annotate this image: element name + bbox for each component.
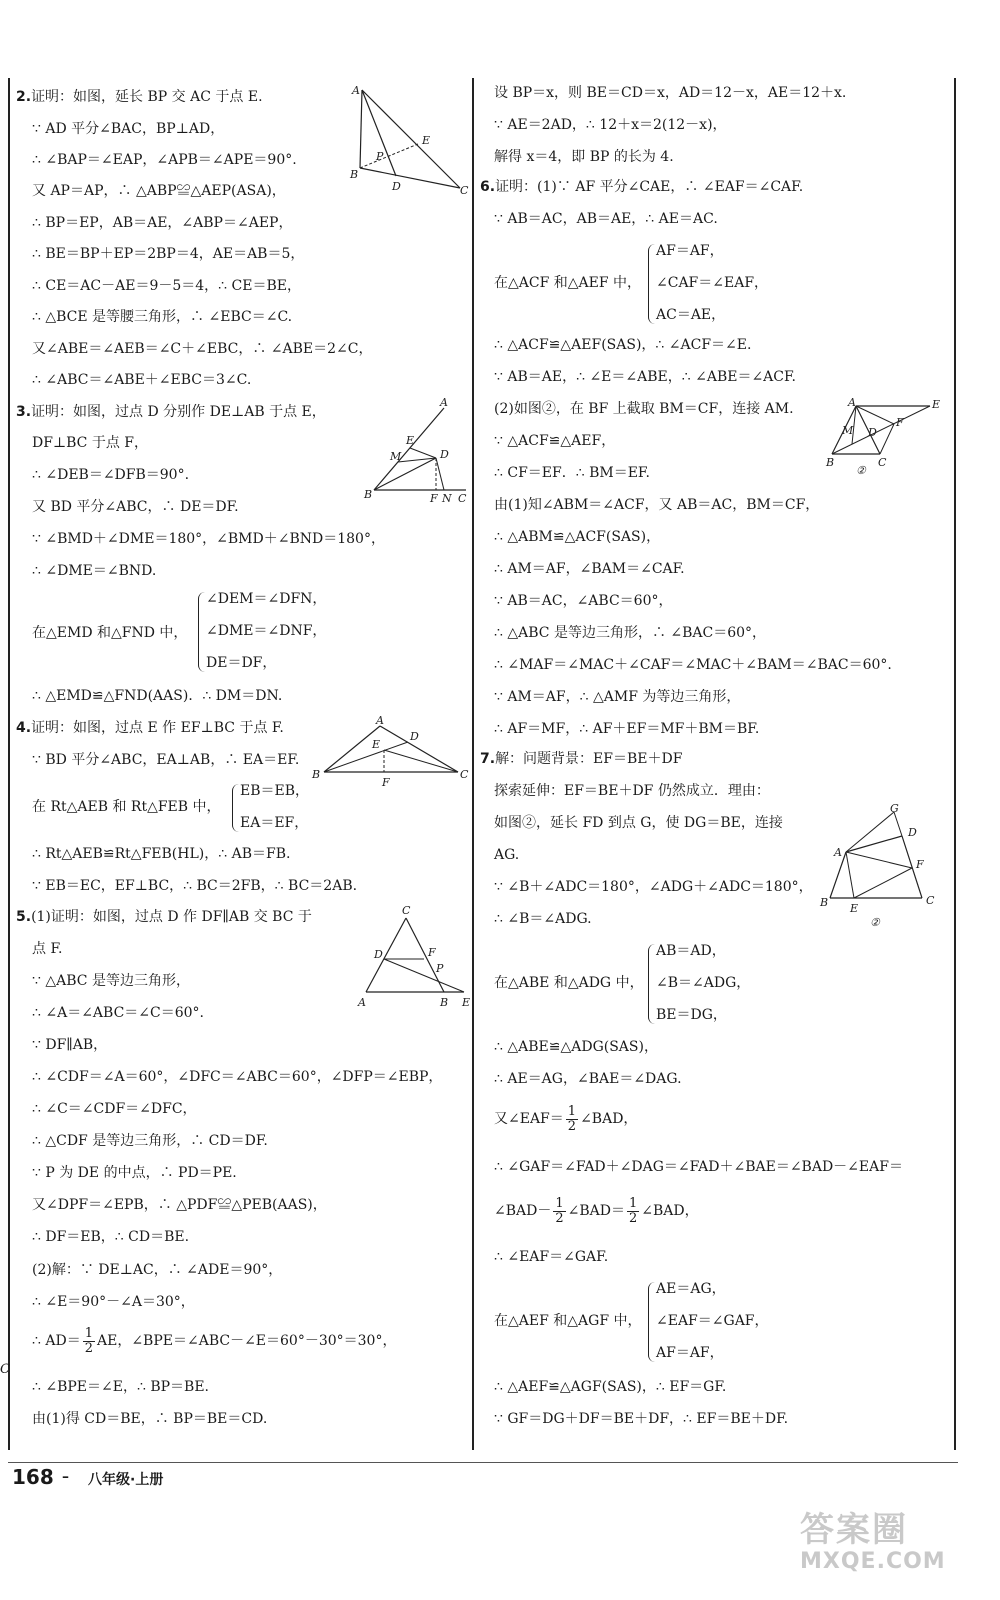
system-line: AF＝AF， bbox=[656, 1345, 724, 1361]
text-line: 在△ABE 和△ADG 中， bbox=[494, 975, 644, 991]
text-line: ∴ ∠DME＝∠BND. bbox=[32, 563, 157, 579]
text-line: ∵ EB＝EC，EF⊥BC，∴ BC＝2FB，∴ BC＝2AB. bbox=[32, 878, 358, 894]
figure-tag: ② bbox=[870, 916, 880, 929]
text-line: (1)证明：如图，过点 D 作 DF∥AB 交 BC 于 bbox=[31, 909, 312, 925]
denominator: 2 bbox=[567, 1118, 577, 1134]
question-number: 7. bbox=[480, 751, 496, 767]
text-line: 在 Rt△AEB 和 Rt△FEB 中， bbox=[32, 799, 221, 815]
text-line: 设 BP＝x，则 BE＝CD＝x，AD＝12－x，AE＝12＋x. bbox=[494, 85, 847, 101]
text-line: ∴ ∠B＝∠ADG. bbox=[494, 911, 592, 927]
text-line: ∴ △ABE≌△ADG(SAS)， bbox=[494, 1039, 658, 1055]
text-line: 由(1)得 CD＝BE，∴ BP＝BE＝CD. bbox=[32, 1411, 268, 1427]
label-D: D bbox=[440, 448, 449, 461]
text-line: ∵ AB＝AE，∴ ∠E＝∠ABE，∴ ∠ABE＝∠ACF. bbox=[494, 369, 796, 385]
text-line: ∵ ∠BMD＋∠DME＝180°，∠BMD＋∠BND＝180°， bbox=[32, 531, 385, 547]
text-line: ∵ GF＝DG＋DF＝BE＋DF，∴ EF＝BE＋DF. bbox=[494, 1411, 789, 1427]
text-line: ∴ ∠C＝∠CDF＝∠DFC， bbox=[32, 1101, 197, 1117]
text-line: (2)解：∵ DE⊥AC，∴ ∠ADE＝90°， bbox=[32, 1262, 283, 1278]
denominator: 2 bbox=[84, 1340, 93, 1356]
problem-7-header bbox=[480, 750, 682, 768]
text-segment: 又∠EAF＝ bbox=[494, 1111, 564, 1127]
text-line: ∵ AB＝AC，AB＝AE，∴ AE＝AC. bbox=[494, 211, 718, 227]
brace-system bbox=[648, 942, 808, 1024]
text-line: ∵ AE＝2AD，∴ 12＋x＝2(12－x)， bbox=[494, 117, 727, 133]
watermark-url: MXQE.COM bbox=[800, 1549, 946, 1574]
label-F: F bbox=[896, 416, 904, 429]
problem-2-header bbox=[16, 88, 263, 106]
text-line-fraction bbox=[494, 1196, 699, 1226]
text-line: ∵ BD 平分∠ABC，EA⊥AB，∴ EA＝EF. bbox=[32, 752, 300, 768]
label-B: B bbox=[364, 488, 373, 501]
text-line-fraction bbox=[494, 1104, 637, 1134]
label-A: A bbox=[440, 396, 448, 409]
label-B: B bbox=[440, 996, 449, 1009]
system-line: ∠DEM＝∠DFN， bbox=[206, 591, 327, 607]
left-column bbox=[8, 78, 474, 1450]
text-line: ∵ P 为 DE 的中点，∴ PD＝PE. bbox=[32, 1165, 237, 1181]
label-D: D bbox=[908, 826, 917, 839]
text-segment: ∠BAD， bbox=[641, 1203, 699, 1219]
text-line: ∴ △ABM≌△ACF(SAS)， bbox=[494, 529, 661, 545]
label-A: A bbox=[834, 846, 842, 859]
text-line: ∵ AM＝AF，∴ △AMF 为等边三角形， bbox=[494, 689, 741, 705]
label-A: A bbox=[358, 996, 366, 1009]
margin-letter: C bbox=[0, 1362, 10, 1377]
numerator: 1 bbox=[567, 1103, 577, 1119]
text-line: ∴ ∠BAP＝∠EAP，∠APB＝∠APE＝90°. bbox=[32, 152, 297, 168]
label-F: F bbox=[916, 858, 924, 871]
text-line: AG. bbox=[494, 847, 520, 863]
brace bbox=[648, 244, 655, 324]
text-line: ∴ ∠DEB＝∠DFB＝90°. bbox=[32, 467, 190, 483]
text-line: ∴ ∠GAF＝∠FAD＋∠DAG＝∠FAD＋∠BAE＝∠BAD－∠EAF＝ bbox=[494, 1159, 903, 1175]
numerator: 1 bbox=[629, 1195, 638, 1211]
system-line: ∠DME＝∠DNF， bbox=[206, 623, 327, 639]
system-line: AE＝AG， bbox=[656, 1281, 726, 1297]
problem-4-header bbox=[16, 719, 284, 737]
label-F: F bbox=[430, 492, 438, 505]
label-E: E bbox=[462, 996, 470, 1009]
brace bbox=[648, 944, 655, 1024]
label-E: E bbox=[422, 134, 431, 147]
text-segment: ∠BAD＝ bbox=[567, 1203, 625, 1219]
text-line: ∴ AM＝AF，∠BAM＝∠CAF. bbox=[494, 561, 685, 577]
label-C: C bbox=[926, 894, 935, 907]
text-line: ∴ BE＝BP＋EP＝2BP＝4，AE＝AB＝5， bbox=[32, 246, 305, 262]
page-number: 168 bbox=[12, 1465, 54, 1489]
text-line: (2)如图②，在 BF 上截取 BM＝CF，连接 AM. bbox=[494, 401, 794, 417]
brace bbox=[198, 592, 205, 672]
text-line: ∴ ∠MAF＝∠MAC＋∠CAF＝∠MAC＋∠BAM＝∠BAC＝60°. bbox=[494, 657, 892, 673]
watermark-line: 答案圈 bbox=[800, 1510, 908, 1550]
text-line: ∴ ∠A＝∠ABC＝∠C＝60°. bbox=[32, 1005, 205, 1021]
text-line: 解得 x＝4，即 BP 的长为 4. bbox=[494, 149, 674, 165]
text-line: 证明：如图，延长 BP 交 AC 于点 E. bbox=[31, 89, 263, 105]
system-line: EB＝EB， bbox=[240, 783, 310, 799]
denominator: 2 bbox=[555, 1210, 564, 1226]
text-line: 解：问题背景：EF＝BE＋DF bbox=[495, 751, 683, 767]
label-B: B bbox=[826, 456, 835, 469]
text-line: ∴ AF＝MF，∴ AF＋EF＝MF＋BM＝BF. bbox=[494, 721, 760, 737]
fraction bbox=[566, 1105, 578, 1134]
text-line: ∵ △ACF≌△AEF， bbox=[494, 433, 616, 449]
label-B: B bbox=[820, 896, 829, 909]
brace bbox=[648, 1282, 655, 1362]
numerator: 1 bbox=[555, 1195, 564, 1211]
text-line: ∴ △ABC 是等边三角形，∴ ∠BAC＝60°， bbox=[494, 625, 767, 641]
label-B: B bbox=[350, 168, 359, 181]
label-D: D bbox=[868, 426, 877, 439]
right-column bbox=[480, 78, 956, 1450]
figure-problem-2 bbox=[348, 84, 470, 194]
figure-tag: ② bbox=[856, 464, 866, 476]
footer-dash: – bbox=[62, 1469, 69, 1485]
text-line: ∴ AE＝AG，∠BAE＝∠DAG. bbox=[494, 1071, 682, 1087]
brace bbox=[232, 784, 239, 832]
text-line: ∴ Rt△AEB≌Rt△FEB(HL)，∴ AB＝FB. bbox=[32, 846, 291, 862]
label-E: E bbox=[932, 398, 941, 411]
text-line: DF⊥BC 于点 F， bbox=[32, 435, 148, 451]
fraction bbox=[83, 1327, 95, 1356]
page-footer bbox=[8, 1462, 958, 1495]
text-segment: AE，∠BPE＝∠ABC－∠E＝60°－30°＝30°， bbox=[96, 1333, 397, 1349]
label-G: G bbox=[890, 802, 899, 815]
problem-3-header bbox=[16, 403, 326, 421]
label-A: A bbox=[376, 714, 384, 727]
text-line: 证明：如图，过点 D 分别作 DE⊥AB 于点 E， bbox=[31, 404, 326, 420]
numerator: 1 bbox=[84, 1325, 93, 1341]
label-P: P bbox=[376, 150, 384, 163]
text-line: ∴ ∠EAF＝∠GAF. bbox=[494, 1249, 609, 1265]
text-line: ∵ ∠B＋∠ADC＝180°，∠ADG＋∠ADC＝180°， bbox=[494, 879, 813, 895]
text-line: 又∠ABE＝∠AEB＝∠C＋∠EBC，∴ ∠ABE＝2∠C， bbox=[32, 341, 373, 357]
figure-problem-7 bbox=[816, 802, 952, 938]
text-line: ∴ ∠BPE＝∠E，∴ BP＝BE. bbox=[32, 1379, 209, 1395]
system-line: AC＝AE， bbox=[656, 307, 726, 323]
text-line: 点 F. bbox=[32, 941, 63, 957]
figure-problem-6 bbox=[822, 394, 950, 476]
label-C: C bbox=[402, 906, 411, 917]
text-line: 证明：(1)∵ AF 平分∠CAE，∴ ∠EAF＝∠CAF. bbox=[495, 179, 804, 195]
label-M: M bbox=[390, 450, 402, 463]
brace-system bbox=[648, 242, 808, 324]
text-line: 又 BD 平分∠ABC，∴ DE＝DF. bbox=[32, 499, 239, 515]
problem-6-header bbox=[480, 178, 803, 196]
text-line: 证明：如图，过点 E 作 EF⊥BC 于点 F. bbox=[31, 720, 284, 736]
label-P: P bbox=[436, 962, 444, 975]
text-line: 探索延伸：EF＝BE＋DF 仍然成立．理由： bbox=[494, 783, 770, 799]
text-line: ∴ ∠E＝90°－∠A＝30°， bbox=[32, 1294, 195, 1310]
system-line: AF＝AF， bbox=[656, 243, 724, 259]
system-line: EA＝EF， bbox=[240, 815, 309, 831]
text-line: ∴ DF＝EB，∴ CD＝BE. bbox=[32, 1229, 190, 1245]
text-line: ∴ CF＝EF．∴ BM＝EF. bbox=[494, 465, 650, 481]
text-line: ∵ AD 平分∠BAC，BP⊥AD， bbox=[32, 121, 225, 137]
text-line: ∴ △BCE 是等腰三角形，∴ ∠EBC＝∠C. bbox=[32, 309, 293, 325]
text-line: ∴ △ACF≌△AEF(SAS)，∴ ∠ACF＝∠E. bbox=[494, 337, 752, 353]
brace-system bbox=[198, 590, 378, 672]
brace-system bbox=[648, 1280, 808, 1362]
label-B: B bbox=[312, 768, 321, 781]
label-N: N bbox=[442, 492, 452, 505]
label-E: E bbox=[850, 902, 859, 915]
fraction bbox=[553, 1197, 565, 1226]
text-line: ∴ △CDF 是等边三角形，∴ CD＝DF. bbox=[32, 1133, 268, 1149]
text-line: ∴ △AEF≌△AGF(SAS)，∴ EF＝GF. bbox=[494, 1379, 727, 1395]
denominator: 2 bbox=[629, 1210, 638, 1226]
text-line: ∵ △ABC 是等边三角形， bbox=[32, 973, 190, 989]
system-line: ∠B＝∠ADG， bbox=[656, 975, 751, 991]
label-D: D bbox=[374, 948, 383, 961]
text-line: 在△EMD 和△FND 中， bbox=[32, 625, 188, 641]
question-number: 3. bbox=[16, 404, 32, 420]
grade-label: 八年级·上册 bbox=[88, 1472, 164, 1488]
system-line: ∠EAF＝∠GAF， bbox=[656, 1313, 769, 1329]
label-E: E bbox=[406, 434, 415, 447]
text-line: ∴ CE＝AC－AE＝9－5＝4，∴ CE＝BE， bbox=[32, 278, 301, 294]
question-number: 2. bbox=[16, 89, 32, 105]
text-line: 又∠DPF＝∠EPB，∴ △PDF≌△PEB(AAS)， bbox=[32, 1197, 327, 1213]
label-F: F bbox=[382, 776, 390, 789]
question-number: 4. bbox=[16, 720, 32, 736]
text-line: 如图②，延长 FD 到点 G，使 DG＝BE，连接 bbox=[494, 815, 783, 831]
question-number: 5. bbox=[16, 909, 32, 925]
text-line: ∴ ∠ABC＝∠ABE＋∠EBC＝3∠C. bbox=[32, 372, 252, 388]
label-D: D bbox=[392, 180, 401, 193]
text-line: ∴ ∠CDF＝∠A＝60°，∠DFC＝∠ABC＝60°，∠DFP＝∠EBP， bbox=[32, 1069, 443, 1085]
system-line: DE＝DF， bbox=[206, 655, 277, 671]
system-line: BE＝DG， bbox=[656, 1007, 727, 1023]
system-line: ∠CAF＝∠EAF， bbox=[656, 275, 769, 291]
label-C: C bbox=[460, 184, 469, 194]
figure-problem-3 bbox=[358, 396, 468, 508]
text-segment: ∠BAD， bbox=[580, 1111, 638, 1127]
label-D: D bbox=[410, 730, 419, 743]
figure-problem-4 bbox=[306, 714, 472, 796]
fraction bbox=[627, 1197, 639, 1226]
label-C: C bbox=[878, 456, 887, 469]
text-segment: ∴ AD＝ bbox=[32, 1333, 81, 1349]
system-line: AB＝AD， bbox=[656, 943, 726, 959]
text-line: 在△AEF 和△AGF 中， bbox=[494, 1313, 642, 1329]
text-line-fraction bbox=[32, 1326, 396, 1356]
problem-5-header bbox=[16, 908, 312, 926]
label-A: A bbox=[352, 84, 360, 97]
label-F: F bbox=[428, 946, 436, 959]
text-line: ∴ △EMD≌△FND(AAS)．∴ DM＝DN. bbox=[32, 688, 283, 704]
label-M: M bbox=[842, 424, 854, 437]
text-line: ∴ BP＝EP，AB＝AE，∠ABP＝∠AEP， bbox=[32, 215, 293, 231]
text-line: 由(1)知∠ABM＝∠ACF，又 AB＝AC，BM＝CF， bbox=[494, 497, 820, 513]
text-line: ∵ DF∥AB， bbox=[32, 1037, 108, 1053]
question-number: 6. bbox=[480, 179, 496, 195]
text-segment: ∠BAD－ bbox=[494, 1203, 552, 1219]
label-A: A bbox=[848, 396, 856, 409]
label-E: E bbox=[372, 738, 381, 751]
label-C: C bbox=[458, 492, 467, 505]
text-line: ∵ AB＝AC，∠ABC＝60°， bbox=[494, 593, 673, 609]
watermark-logo bbox=[800, 1502, 946, 1574]
figure-problem-5 bbox=[354, 906, 470, 1010]
text-line: 又 AP＝AP，∴ △ABP≌△AEP(ASA)， bbox=[32, 183, 286, 199]
label-C: C bbox=[460, 768, 469, 781]
text-line: 在△ACF 和△AEF 中， bbox=[494, 275, 642, 291]
